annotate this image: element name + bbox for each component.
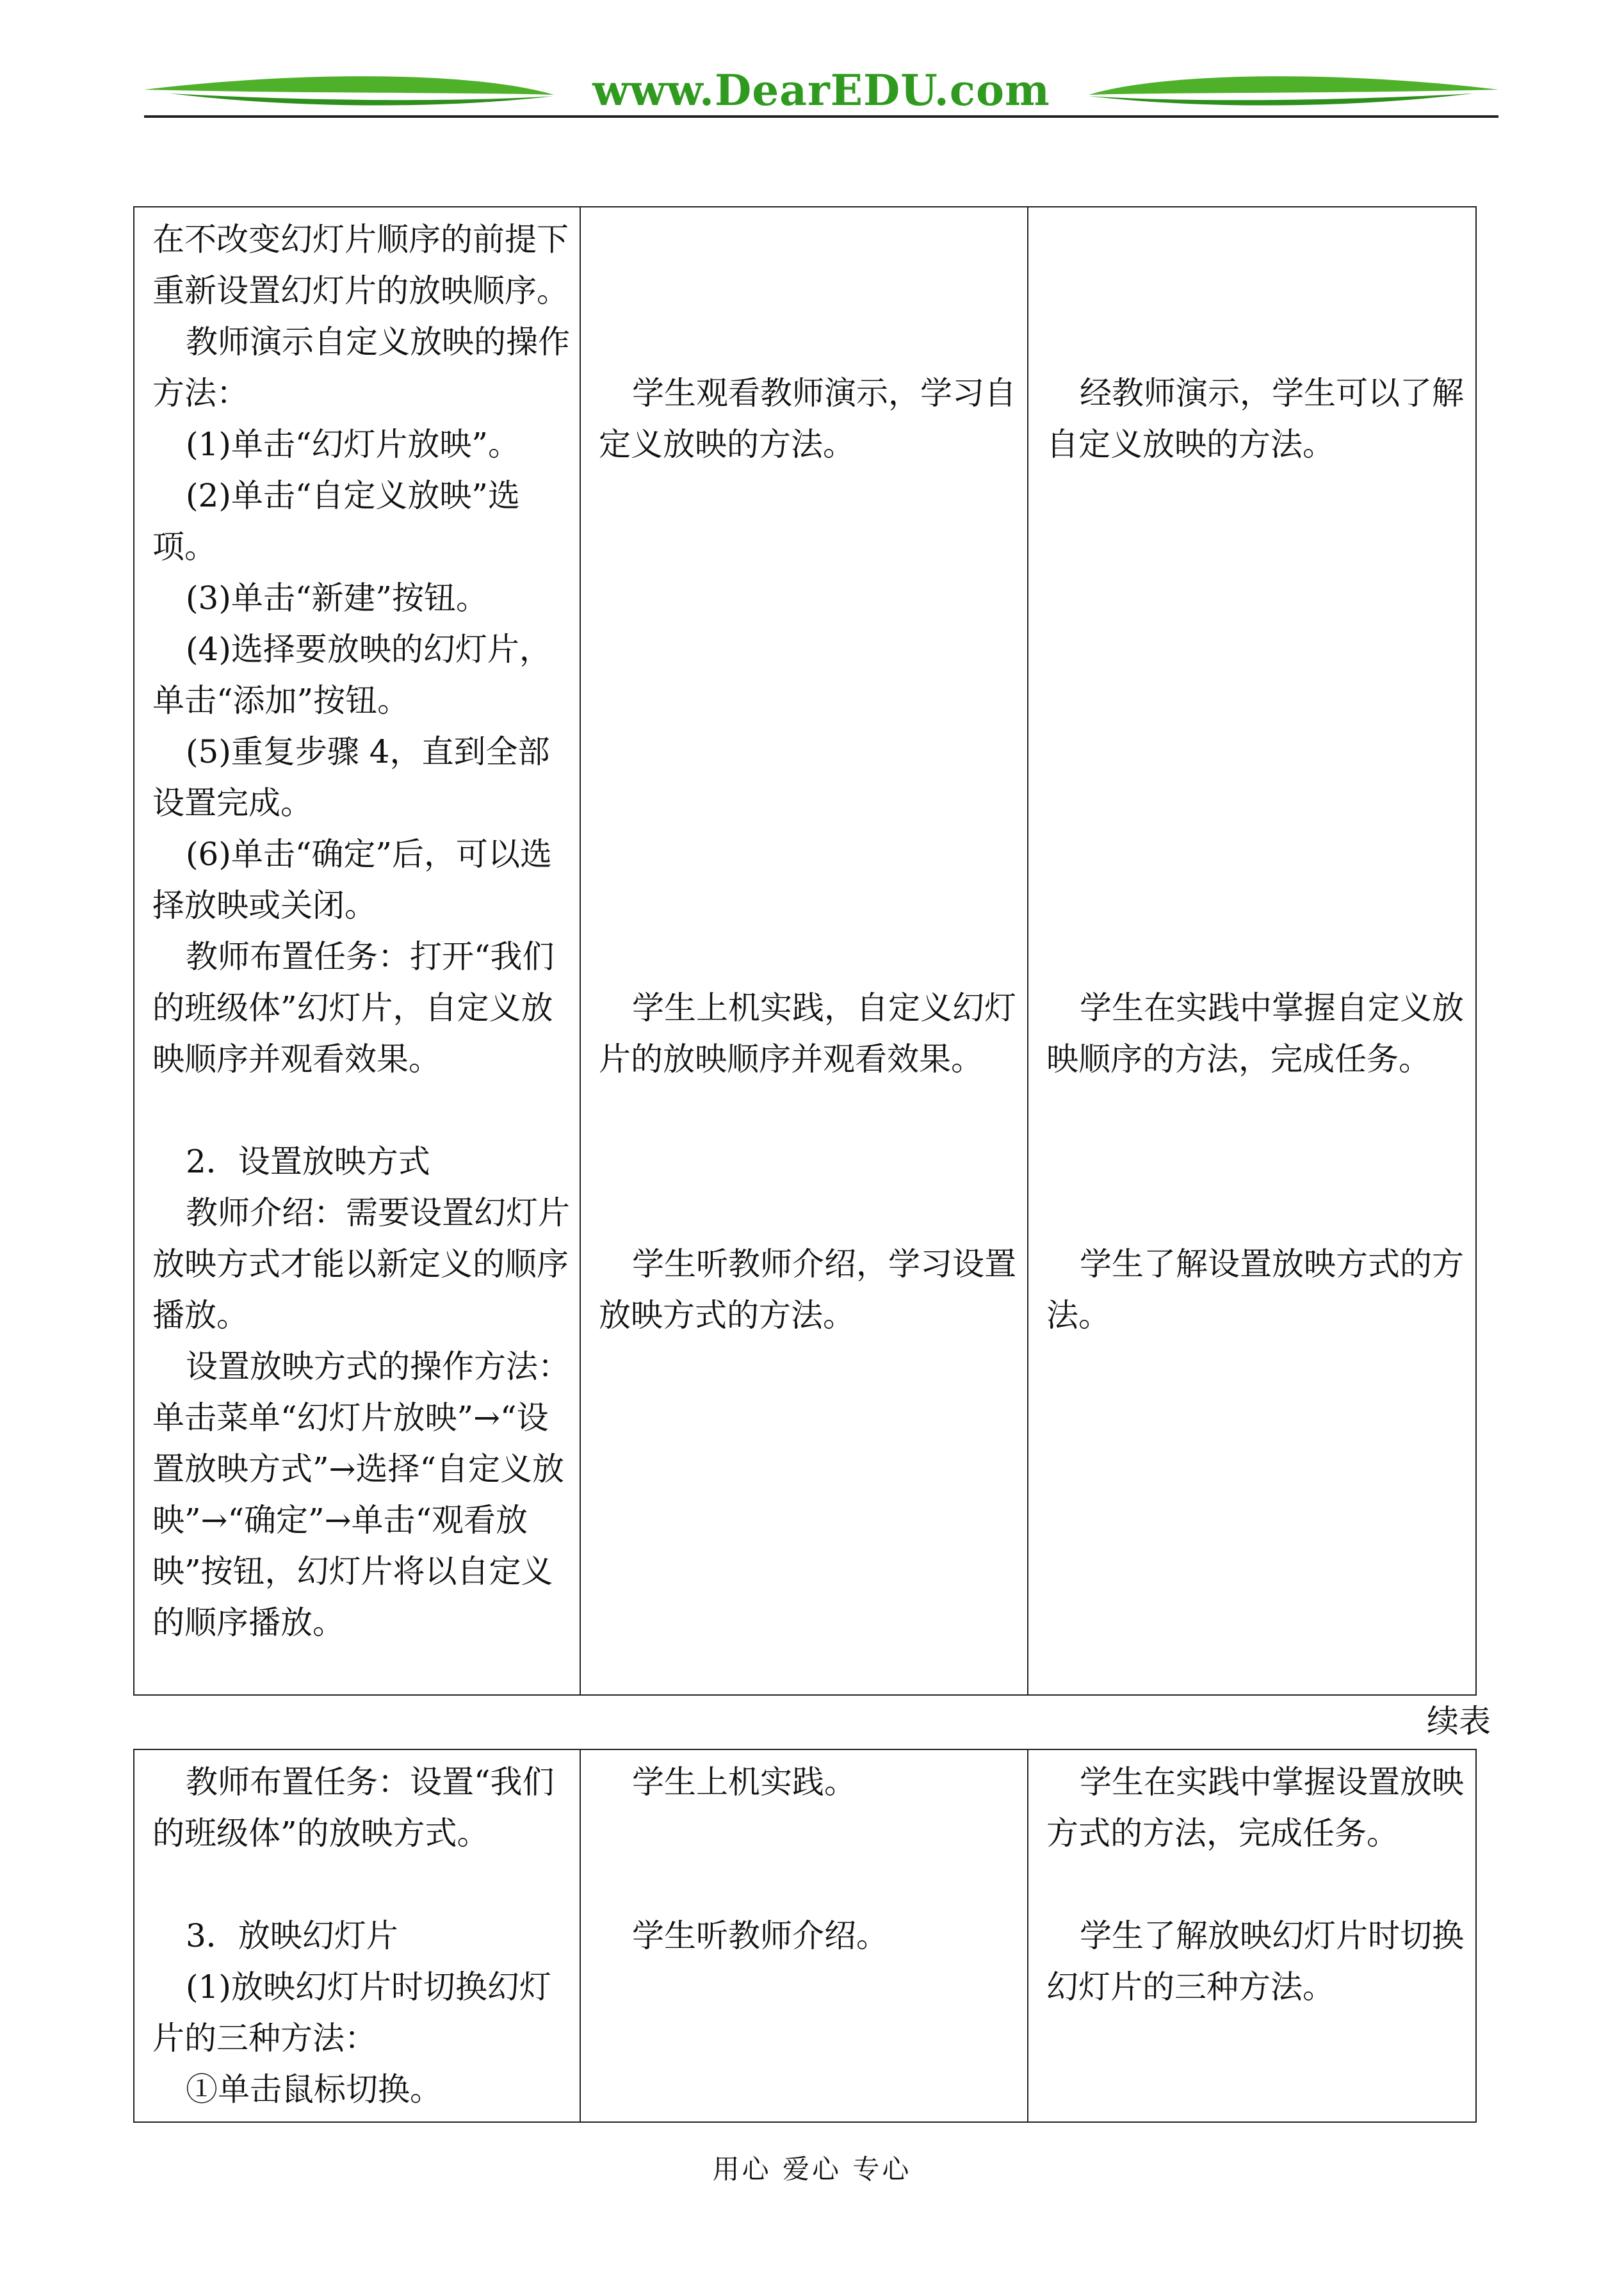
teacher-activity-cell — [134, 1749, 580, 2122]
lesson-table-2 — [133, 1749, 1477, 2123]
text-paragraph: 教师介绍：需要设置幻灯片放映方式才能以新定义的顺序播放。 — [152, 1194, 570, 1334]
text-paragraph: 教师布置任务：打开“我们的班级体”幻灯片，自定义放映顺序并观看效果。 — [152, 938, 555, 1078]
design-intent-cell — [1028, 1749, 1476, 2122]
table-row — [134, 207, 1476, 1695]
step-item: (1)单击“幻灯片放映”。 — [186, 426, 520, 463]
page-footer: 用心 爱心 专心 — [712, 2153, 912, 2185]
step-item: ①单击鼠标切换。 — [186, 2071, 442, 2108]
step-item: (5)重复步骤 4，直到全部设置完成。 — [152, 733, 550, 822]
text-paragraph: 设置放映方式的操作方法：单击菜单“幻灯片放映”→“设置放映方式”→选择“自定义放映”→“确定”→单击“观看放映”按钮，幻灯片将以自定义的顺序播放。 — [152, 1348, 570, 1641]
step-item: (1)放映幻灯片时切换幻灯片的三种方法： — [152, 1968, 551, 2057]
text-paragraph: 教师演示自定义放映的操作方法： — [152, 323, 570, 412]
step-item: (4)选择要放映的幻灯片，单击“添加”按钮。 — [152, 631, 551, 719]
text-paragraph: 经教师演示，学生可以了解自定义放映的方法。 — [1046, 375, 1464, 463]
lesson-table-1 — [133, 206, 1477, 1696]
section-heading: 2．设置放映方式 — [186, 1143, 430, 1180]
text-paragraph: 学生听教师介绍。 — [632, 1917, 888, 1954]
text-paragraph: 学生上机实践，自定义幻灯片的放映顺序并观看效果。 — [599, 989, 1016, 1078]
teacher-activity-cell — [134, 207, 580, 1695]
text-paragraph: 学生在实践中掌握设置放映方式的方法，完成任务。 — [1046, 1764, 1464, 1852]
page-header — [144, 64, 1498, 122]
text-paragraph: 教师布置任务：设置“我们的班级体”的放映方式。 — [152, 1764, 555, 1852]
text-paragraph: 学生上机实践。 — [632, 1764, 856, 1801]
text-paragraph: 在不改变幻灯片顺序的前提下重新设置幻灯片的放映顺序。 — [152, 221, 569, 309]
student-activity-cell — [580, 1749, 1028, 2122]
step-item: (6)单击“确定”后，可以选择放映或关闭。 — [152, 836, 552, 924]
text-paragraph: 学生了解设置放映方式的方法。 — [1046, 1245, 1464, 1334]
continued-label: 续表 — [1427, 1703, 1491, 1740]
text-paragraph: 学生听教师介绍，学习设置放映方式的方法。 — [599, 1245, 1016, 1334]
header-divider — [144, 115, 1498, 118]
text-paragraph: 学生观看教师演示，学习自定义放映的方法。 — [599, 375, 1016, 463]
section-heading: 3．放映幻灯片 — [186, 1917, 398, 1954]
site-logo: www.DearEDU.com — [592, 65, 1050, 115]
student-activity-cell — [580, 207, 1028, 1695]
text-paragraph: 学生在实践中掌握自定义放映顺序的方法，完成任务。 — [1046, 989, 1464, 1078]
text-paragraph: 学生了解放映幻灯片时切换幻灯片的三种方法。 — [1046, 1917, 1464, 2006]
table-row — [134, 1749, 1476, 2122]
step-item: (3)单击“新建”按钮。 — [186, 580, 488, 617]
design-intent-cell — [1028, 207, 1476, 1695]
step-item: (2)单击“自定义放映”选项。 — [152, 477, 520, 565]
